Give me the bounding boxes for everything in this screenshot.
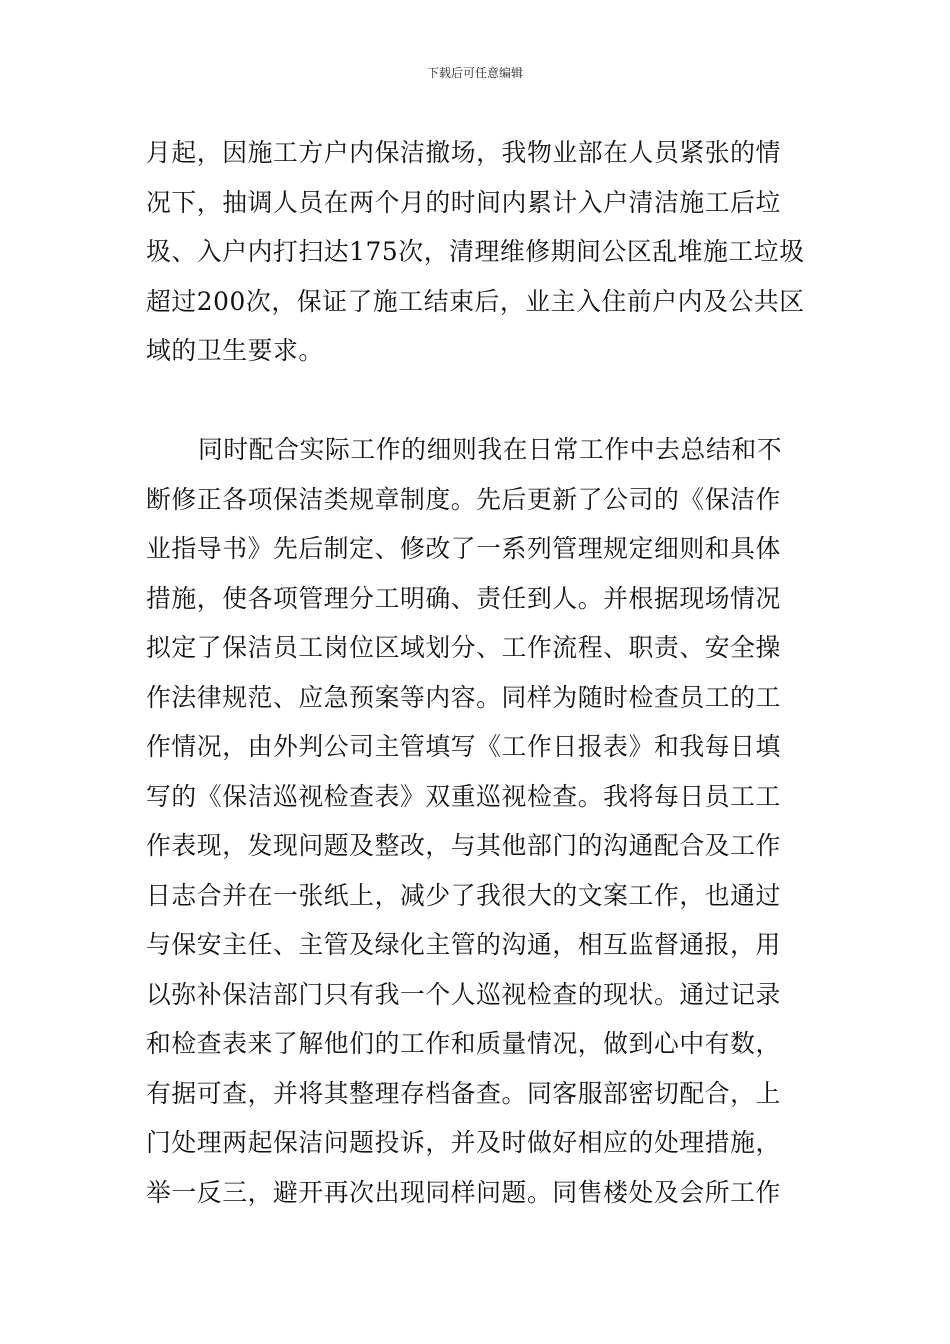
paragraph-1 [146,128,806,376]
text-line: 作情况，由外判公司主管填写《工作日报表》和我每日填 [146,732,781,761]
paragraph-2 [146,425,806,1217]
page-header: 下载后可任意编辑 [426,66,523,80]
text-line: 举一反三，避开再次出现同样问题。同售楼处及会所工作 [146,1177,781,1207]
text-line: 措施，使各项管理分工明确、责任到人。并根据现场情况 [146,583,781,613]
text-line: 和检查表来了解他们的工作和质量情况，做到心中有数， [146,1029,781,1058]
text-line: 以弥补保洁部门只有我一个人巡视检查的现状。通过记录 [146,979,781,1009]
text-line: 断修正各项保洁类规章制度。先后更新了公司的《保洁作 [146,484,781,514]
text-line: 门处理两起保洁问题投诉，并及时做好相应的处理措施， [146,1128,781,1157]
text-line: 有据可查，并将其整理存档备查。同客服部密切配合，上 [146,1078,781,1108]
text-line: 日志合并在一张纸上，减少了我很大的文案工作，也通过 [146,880,781,910]
text-line: 业指导书》先后制定、修改了一系列管理规定细则和具体 [146,534,781,563]
text-line: 圾、入户内打扫达175次，清理维修期间公区乱堆施工垃圾 [146,237,805,266]
text-line: 与保安主任、主管及绿化主管的沟通，相互监督通报，用 [146,930,781,959]
text-line: 作法律规范、应急预案等内容。同样为随时检查员工的工 [146,682,781,712]
text-line: 超过200次，保证了施工结束后，业主入住前户内及公共区 [146,286,805,316]
text-line: 作表现，发现问题及整改，与其他部门的沟通配合及工作 [146,831,781,860]
text-line: 域的卫生要求。 [146,336,324,365]
text-line: 况下，抽调人员在两个月的时间内累计入户清洁施工后垃 [146,187,781,217]
text-line-indented: 同时配合实际工作的细则我在日常工作中去总结和不 [198,435,783,464]
text-line: 写的《保洁巡视检查表》双重巡视检查。我将每日员工工 [146,781,781,811]
text-line: 拟定了保洁员工岗位区域划分、工作流程、职责、安全操 [146,633,781,662]
text-line: 月起，因施工方户内保洁撤场，我物业部在人员紧张的情 [146,138,781,167]
